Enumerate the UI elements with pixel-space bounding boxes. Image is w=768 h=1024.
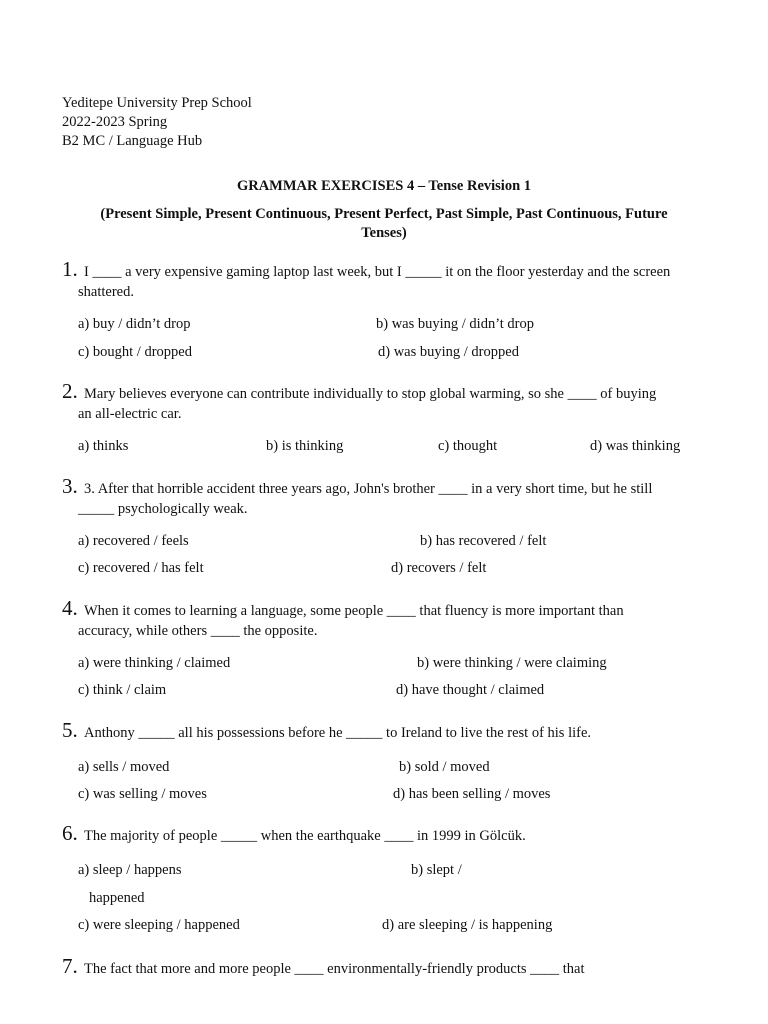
answer-option: c) think / claim	[78, 682, 167, 698]
question-number: 3.	[62, 474, 78, 498]
page-title: GRAMMAR EXERCISES 4 – Tense Revision 1	[236, 178, 532, 194]
answer-option: b) slept /	[411, 862, 462, 878]
answer-option: a) sleep / happens	[78, 862, 182, 878]
answer-option: a) were thinking / claimed	[78, 655, 231, 671]
answer-option: a) thinks	[78, 438, 129, 454]
question-number: 1.	[62, 257, 78, 281]
answer-option: c) recovered / has felt	[78, 560, 204, 576]
answer-option-continuation: happened	[89, 890, 145, 906]
page-subtitle: (Present Simple, Present Continuous, Present Perfect, Past Simple, Past Continuous, Future Tenses)	[100, 206, 668, 241]
question-text: shattered.	[78, 284, 134, 300]
question-text: _____ psychologically weak.	[78, 501, 248, 517]
answer-option: a) recovered / feels	[78, 533, 189, 549]
answer-option: c) bought / dropped	[78, 344, 192, 360]
answer-option: a) buy / didn’t drop	[78, 316, 191, 332]
school-name: Yeditepe University Prep School	[62, 95, 252, 111]
answer-option: b) was buying / didn’t drop	[376, 316, 535, 332]
answer-option: a) sells / moved	[78, 759, 170, 775]
answer-option: d) was thinking	[590, 438, 681, 454]
answer-option: b) sold / moved	[399, 759, 490, 775]
question-number: 6.	[62, 821, 78, 845]
answer-option: c) was selling / moves	[78, 786, 207, 802]
answer-option: d) recovers / felt	[391, 560, 487, 576]
term: 2022-2023 Spring	[62, 114, 168, 130]
question-text: accuracy, while others ____ the opposite.	[78, 623, 318, 639]
question-text: an all-electric car.	[78, 406, 182, 422]
answer-option: c) thought	[438, 438, 498, 454]
question-number: 5.	[62, 718, 78, 742]
question-text: When it comes to learning a language, some people ____ that fluency is more important than	[84, 603, 624, 619]
course-level: B2 MC / Language Hub	[62, 133, 203, 149]
question-text: I ____ a very expensive gaming laptop last week, but I _____ it on the floor yesterday and the screen	[84, 264, 671, 280]
question-text: The majority of people _____ when the earthquake ____ in 1999 in Gölcük.	[84, 828, 526, 844]
answer-option: b) is thinking	[266, 438, 344, 454]
answer-option: b) were thinking / were claiming	[417, 655, 607, 671]
question-text: The fact that more and more people ____ environmentally-friendly products ____ that	[84, 961, 585, 977]
answer-option: d) has been selling / moves	[393, 786, 551, 802]
question-text: Mary believes everyone can contribute individually to stop global warming, so she ____ of buying	[84, 386, 657, 402]
question-number: 2.	[62, 379, 78, 403]
answer-option: d) was buying / dropped	[378, 344, 519, 360]
answer-option: d) have thought / claimed	[396, 682, 545, 698]
answer-option: b) has recovered / felt	[420, 533, 547, 549]
answer-option: c) were sleeping / happened	[78, 917, 240, 933]
question-number: 4.	[62, 596, 78, 620]
question-text: 3. After that horrible accident three years ago, John's brother ____ in a very short time, but he still	[84, 481, 653, 497]
answer-option: d) are sleeping / is happening	[382, 917, 553, 933]
question-text: Anthony _____ all his possessions before he _____ to Ireland to live the rest of his life.	[84, 725, 592, 741]
question-number: 7.	[62, 954, 78, 978]
